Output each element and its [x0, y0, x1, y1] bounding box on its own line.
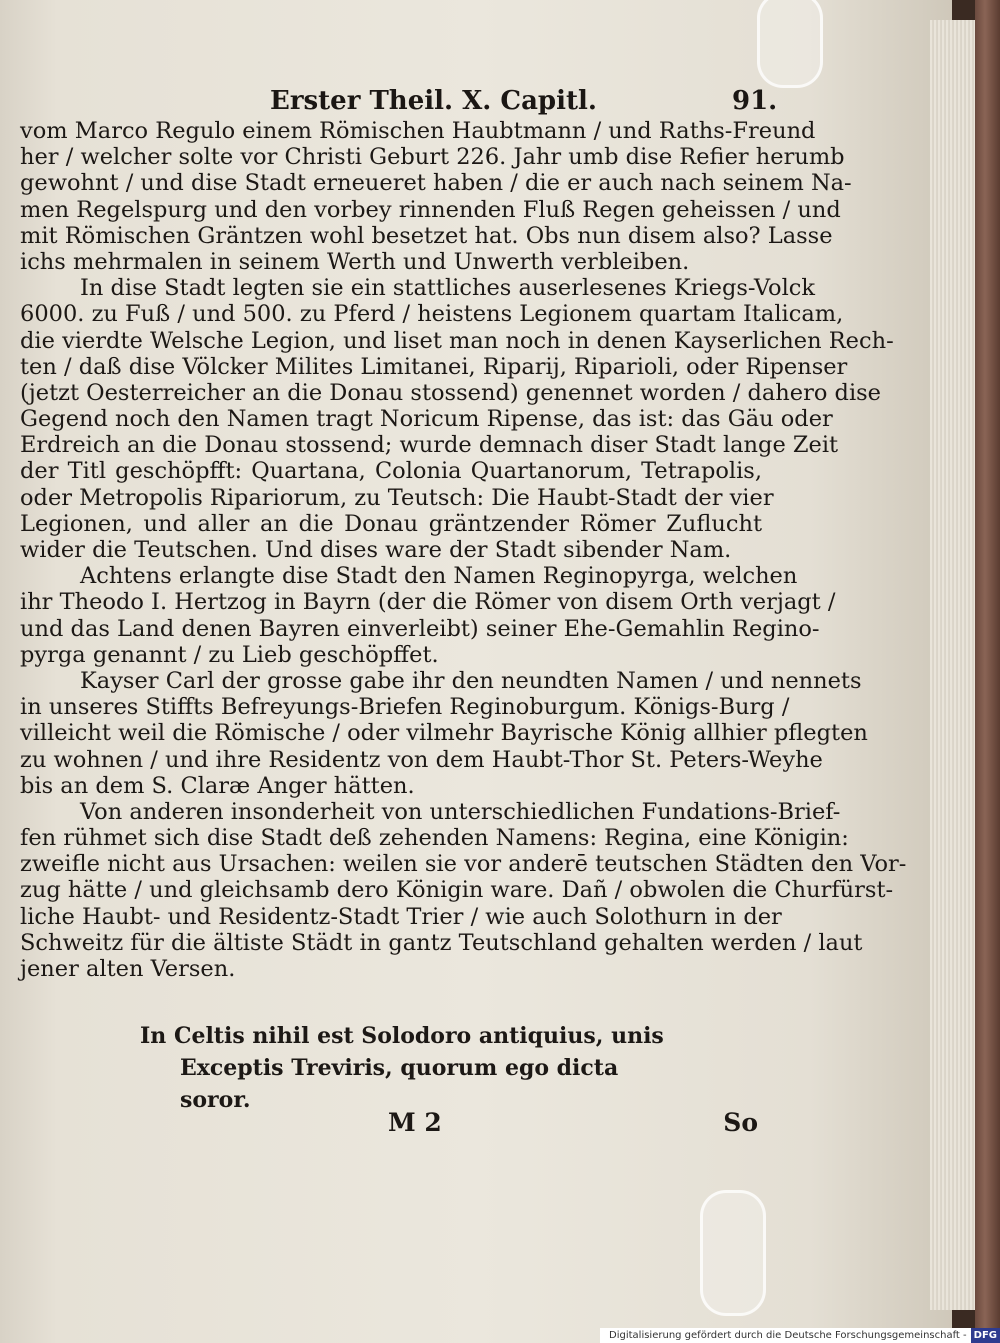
text-line: Gegend noch den Namen tragt Noricum Ripense, das ist: das Gäu oder — [20, 406, 833, 433]
text-line: (jetzt Oesterreicher an die Donau stossend) genennet worden / dahero dise — [20, 379, 881, 406]
text-line: mit Römischen Gräntzen wohl besetzet hat. Obs nun disem also? Lasse — [20, 222, 833, 249]
text-line: Schweitz für die ältiste Städt in gantz Teutschland gehalten werden / laut — [20, 929, 863, 956]
text-line: Erdreich an die Donau stossend; wurde demnach diser Stadt lange Zeit — [20, 432, 839, 459]
text-line: die vierdte Welsche Legion, und liset man noch in denen Kayserlichen Rech- — [20, 327, 894, 354]
text-line: der Titl geschöpfft: Quartana, Colonia Quartanorum, Tetrapolis, — [20, 458, 762, 485]
text-line: zu wohnen / und ihre Residentz von dem Haubt-Thor St. Peters-Weyhe — [20, 746, 823, 773]
latin-verse — [140, 1020, 680, 1116]
page-edges — [930, 20, 978, 1310]
text-line: Achtens erlangte dise Stadt den Namen Reginopyrga, welchen — [80, 563, 798, 590]
text-line: vom Marco Regulo einem Römischen Haubtmann / und Raths-Freund — [20, 118, 816, 144]
text-line: jener alten Versen. — [20, 956, 236, 982]
dfg-logo: DFG — [971, 1328, 1000, 1343]
text-line: villeicht weil die Römische / oder vilmehr Bayrische König allhier pflegten — [20, 720, 868, 747]
text-line: Kayser Carl der grosse gabe ihr den neundten Namen / und nennets — [80, 667, 862, 694]
text-line: Von anderen insonderheit von unterschiedlichen Fundations-Brief- — [80, 798, 841, 825]
text-line: ichs mehrmalen in seinem Werth und Unwerth verbleiben. — [20, 248, 690, 275]
body-text — [20, 118, 907, 982]
text-line: in unseres Stiffts Befreyungs-Briefen Reginoburgum. Königs-Burg / — [20, 694, 790, 721]
text-line: gewohnt / und dise Stadt erneueret haben / die er auch nach seinem Na- — [20, 170, 852, 197]
text-line: und das Land denen Bayren einverleibt) seiner Ehe-Gemahlin Regino- — [20, 615, 820, 642]
page-clip-bottom — [700, 1190, 766, 1316]
text-line: fen rühmet sich dise Stadt deß zehenden Namens: Regina, eine Königin: — [20, 825, 849, 852]
text-line: men Regelspurg und den vorbey rinnenden Fluß Regen geheissen / und — [20, 196, 841, 223]
credit-text: Digitalisierung gefördert durch die Deutsche Forschungsgemeinschaft - — [609, 1330, 967, 1341]
verse-line-2: Exceptis Treviris, quorum ego dicta soror. — [180, 1055, 619, 1113]
page-number: 91. — [732, 86, 778, 116]
signature-mark: M 2 — [388, 1108, 442, 1137]
text-line: zug hätte / und gleichsamb dero Königin ware. Dañ / obwolen die Churfürst- — [20, 877, 894, 904]
text-line: wider die Teutschen. Und dises ware der Stadt sibender Nam. — [20, 537, 732, 563]
running-header — [270, 86, 778, 120]
book-cover — [975, 0, 1000, 1343]
text-line: her / welcher solte vor Christi Geburt 226. Jahr umb dise Refier herumb — [20, 144, 845, 171]
text-line: oder Metropolis Ripariorum, zu Teutsch: Die Haubt-Stadt der vier — [20, 484, 774, 511]
text-line: bis an dem S. Claræ Anger hätten. — [20, 772, 415, 799]
text-line: ihr Theodo I. Hertzog in Bayrn (der die Römer von disem Orth verjagt / — [20, 589, 836, 616]
verse-line-1: In Celtis nihil est Solodoro antiquius, unis — [140, 1023, 664, 1049]
text-line: zweifle nicht aus Ursachen: weilen sie vor anderē teutschen Städten den Vor- — [20, 851, 907, 878]
text-line: pyrga genannt / zu Lieb geschöpffet. — [20, 641, 439, 668]
catchword: So — [723, 1108, 758, 1137]
text-line: 6000. zu Fuß / und 500. zu Pferd / heistens Legionem quartam Italicam, — [20, 301, 844, 328]
text-line: ten / daß dise Völcker Milites Limitanei, Riparij, Riparioli, oder Ripenser — [20, 353, 848, 380]
page-footer — [388, 1108, 758, 1142]
page-clip-top — [757, 0, 823, 88]
text-line: In dise Stadt legten sie ein stattliches auserlesenes Kriegs-Volck — [80, 275, 816, 302]
running-title: Erster Theil. X. Capitl. — [270, 86, 597, 116]
digitization-credit — [600, 1328, 1000, 1343]
text-line: liche Haubt- und Residentz-Stadt Trier / wie auch Solothurn in der — [20, 903, 782, 930]
text-line: Legionen, und aller an die Donau gräntzender Römer Zuflucht — [20, 510, 762, 537]
